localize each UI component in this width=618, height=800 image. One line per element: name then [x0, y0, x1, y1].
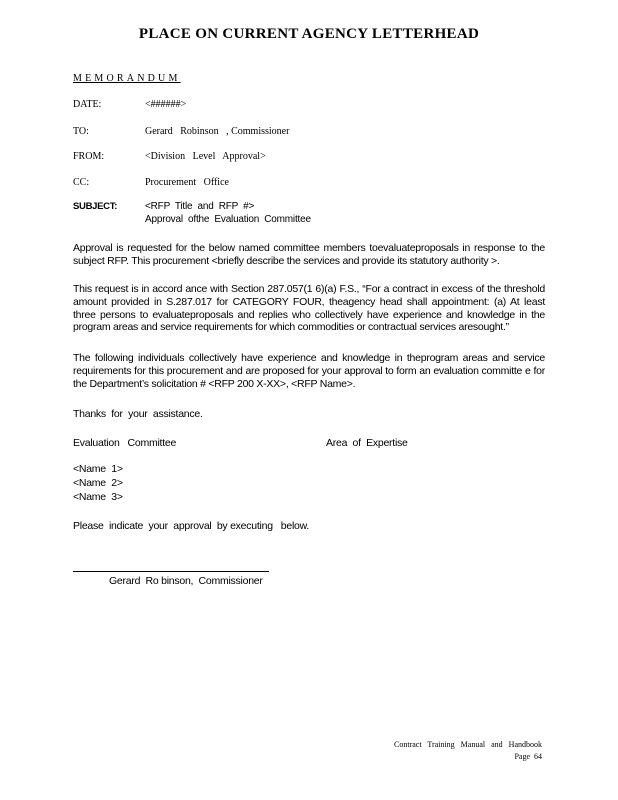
thanks-line: Thanks for your assistance.: [73, 408, 203, 420]
to-label: TO:: [73, 126, 89, 137]
page-footer: [394, 739, 542, 763]
memo-title: MEMORANDUM: [73, 73, 181, 84]
letterhead-placeholder: PLACE ON CURRENT AGENCY LETTERHEAD: [138, 26, 480, 42]
footer-page-number: Page 64: [514, 752, 542, 761]
expertise-column-header: Area of Expertise: [326, 437, 408, 449]
cc-label: CC:: [73, 177, 90, 188]
signature-line: [73, 571, 269, 572]
committee-name-2: <Name 2>: [73, 477, 123, 489]
paragraph-statute: This request is in accord ance with Section 287.057(1 6)(a) F.S., “For a contract in excess of the threshold amount provided in S.287.017 for CATEGORY FOUR, theagency head shall appointment: (a) At least three persons to evaluateproposals and replies who collectively have experience and knowledge in the program areas and service requirements for which commodities or contractual services aresought.”: [73, 283, 545, 334]
subject-label: SUBJECT:: [73, 201, 118, 212]
paragraph-approval-request: Approval is requested for the below named committee members toevaluateproposals in response to the subject RFP. This procurement <briefly describe the services and provide its statutory authority >.: [73, 242, 545, 267]
committee-name-3: <Name 3>: [73, 491, 123, 503]
from-value: <Division Level Approval>: [145, 151, 266, 162]
subject-line-1: <RFP Title and RFP #>: [145, 201, 255, 212]
committee-name-1: <Name 1>: [73, 463, 123, 475]
paragraph-committee-proposal: The following individuals collectively have experience and knowledge in theprogram areas and service requirements for this procurement and are proposed for your approval to form an evaluation committe e for the Department’s solicitation # <RFP 200 X-XX>, <RFP Name>.: [73, 352, 545, 390]
committee-column-header: Evaluation Committee: [73, 437, 177, 449]
date-label: DATE:: [73, 99, 102, 110]
from-label: FROM:: [73, 151, 105, 162]
date-value: <######>: [145, 99, 187, 110]
footer-manual-title: Contract Training Manual and Handbook: [394, 740, 542, 749]
cc-value: Procurement Office: [145, 177, 229, 188]
to-value: Gerard Robinson , Commissioner: [145, 126, 290, 137]
subject-line-2: Approval ofthe Evaluation Committee: [145, 214, 311, 225]
signature-name: Gerard Ro binson, Commissioner: [109, 575, 263, 587]
approval-instruction: Please indicate your approval by executing below.: [73, 520, 310, 532]
